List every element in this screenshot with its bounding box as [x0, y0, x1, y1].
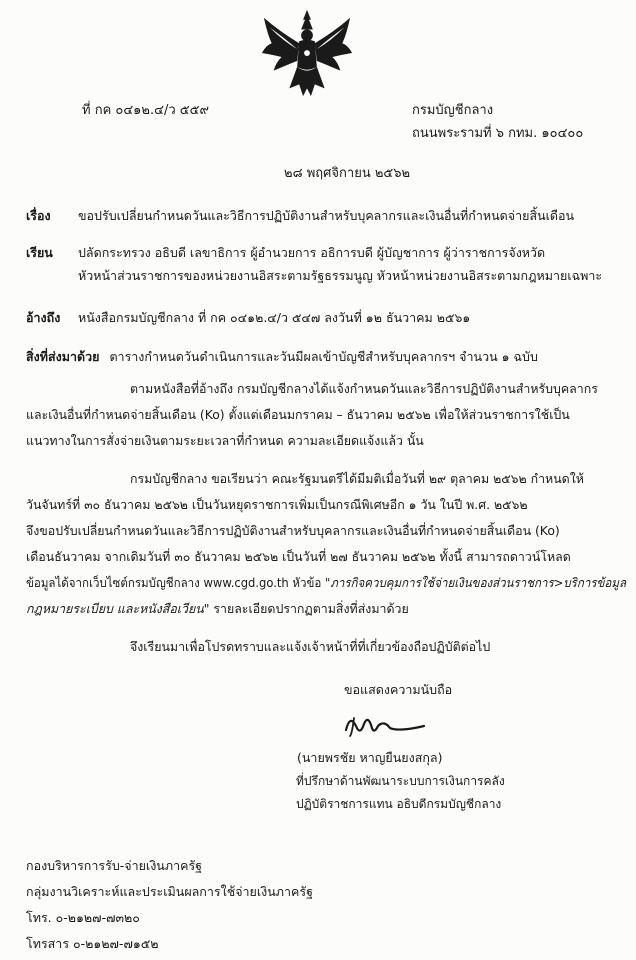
- footer-fax: โทรสาร ๐-๒๑๒๗-๗๑๕๒: [26, 936, 159, 951]
- paragraph-2-line-2: วันจันทร์ที่ ๓๐ ธันวาคม ๒๕๖๒ เป็นวันหยุดราชการเพิ่มเป็นกรณีพิเศษอีก ๑ วัน ในปี พ.ศ. ๒๕๖๒: [26, 497, 528, 512]
- enclosure-line: [26, 347, 538, 367]
- paragraph-2-line-1: กรมบัญชีกลาง ขอเรียนว่า คณะรัฐมนตรีได้มีมติเมื่อวันที่ ๒๙ ตุลาคม ๒๕๖๒ กำหนดให้: [130, 471, 584, 486]
- recipient-text-2: หัวหน้าส่วนราชการของหน่วยงานอิสระตามรัฐธรรมนูญ หัวหน้าหน่วยงานอิสระตามกฎหมายเฉพาะ: [78, 268, 603, 283]
- salutation: ขอแสดงความนับถือ: [344, 682, 453, 697]
- enclosure-label: สิ่งที่ส่งมาด้วย: [26, 349, 100, 364]
- signatory-name: (นายพรชัย หาญยืนยงสกุล): [297, 750, 443, 765]
- footer-division: กองบริหารการรับ-จ่ายเงินภาครัฐ: [26, 858, 203, 873]
- enclosure-note: รายละเอียดปรากฏตามสิ่งที่ส่งมาด้วย: [209, 601, 409, 616]
- signature-mark: [340, 706, 428, 740]
- reference-label: อ้างถึง: [26, 310, 61, 325]
- signatory-position-2: ปฏิบัติราชการแทน อธิบดีกรมบัญชีกลาง: [296, 797, 502, 811]
- paragraph-1-line-3: แนวทางในการสั่งจ่ายเงินตามระยะเวลาที่กำหนด ความละเอียดแจ้งแล้ว นั้น: [26, 433, 424, 448]
- menu-path-quote-end: กฎหมายระเบียบ และหนังสือเวียน": [26, 601, 210, 616]
- paragraph-2-line-4: เดือนธันวาคม จากเดิมวันที่ ๓๐ ธันวาคม ๒๕๖๒ เป็นวันที่ ๒๗ ธันวาคม ๒๕๖๒ ทั้งนี้ สามารถดาวน์โหลด: [26, 549, 571, 564]
- recipient-line: [26, 243, 545, 263]
- reference-text: หนังสือกรมบัญชีกลาง ที่ กค ๐๔๑๒.๔/ว ๕๔๗ ลงวันที่ ๑๒ ธันวาคม ๒๕๖๑: [78, 310, 471, 325]
- garuda-emblem-icon: [258, 6, 356, 104]
- footer-telephone: โทร. ๐-๒๑๒๗-๗๓๒๐: [26, 910, 140, 925]
- paragraph-1-line-1: ตามหนังสือที่อ้างถึง กรมบัญชีกลางได้แจ้งกำหนดวันและวิธีการปฏิบัติงานสำหรับบุคลากร: [130, 381, 598, 396]
- website-reference: ข้อมูลได้จากเว็บไซต์กรมบัญชีกลาง www.cgd.go.th หัวข้อ: [26, 575, 325, 590]
- paragraph-2-line-5: [26, 574, 626, 593]
- signatory-position-1: ที่ปรึกษาด้านพัฒนาระบบการเงินการคลัง: [296, 774, 505, 788]
- closing-statement: จึงเรียนมาเพื่อโปรดทราบและแจ้งเจ้าหน้าที่ที่เกี่ยวข้องถือปฏิบัติต่อไป: [130, 639, 491, 654]
- recipient-text-1: ปลัดกระทรวง อธิบดี เลขาธิการ ผู้อำนวยการ อธิการบดี ผู้บัญชาการ ผู้ว่าราชการจังหวัด: [78, 245, 546, 260]
- paragraph-1-line-2: และเงินอื่นที่กำหนดจ่ายสิ้นเดือน (Ko) ตั้งแต่เดือนมกราคม – ธันวาคม ๒๕๖๒ เพื่อให้ส่วนราชการใช้เป็น: [26, 407, 570, 422]
- paragraph-2-line-6: [26, 600, 409, 619]
- footer-group: กลุ่มงานวิเคราะห์และประเมินผลการใช้จ่ายเงินภาครัฐ: [26, 884, 314, 899]
- subject-text: ขอปรับเปลี่ยนกำหนดวันและวิธีการปฏิบัติงานสำหรับบุคลากรและเงินอื่นที่กำหนดจ่ายสิ้นเดือน: [78, 208, 575, 223]
- recipient-label: เรียน: [26, 245, 53, 260]
- enclosure-text: ตารางกำหนดวันดำเนินการและวันมีผลเข้าบัญชีสำหรับบุคลากรฯ จำนวน ๑ ฉบับ: [109, 349, 538, 364]
- document-number: ที่ กค ๐๔๑๒.๔/ว ๕๕๙: [82, 103, 209, 118]
- subject-label: เรื่อง: [26, 208, 51, 223]
- document-date: ๒๘ พฤศจิกายน ๒๕๖๒: [284, 166, 411, 181]
- menu-path-quote: "ภารกิจควบคุมการใช้จ่ายเงินของส่วนราชการ>บริการข้อมูล: [324, 575, 627, 590]
- paragraph-2-line-3: จึงขอปรับเปลี่ยนกำหนดวันและวิธีการปฏิบัติงานสำหรับบุคลากรและเงินอื่นที่กำหนดจ่ายสิ้นเดือน (Ko): [26, 523, 560, 538]
- agency-name: กรมบัญชีกลาง: [412, 103, 494, 118]
- reference-line: [26, 308, 470, 328]
- agency-address: ถนนพระรามที่ ๖ กทม. ๑๐๔๐๐: [412, 126, 584, 141]
- subject-line: [26, 206, 574, 226]
